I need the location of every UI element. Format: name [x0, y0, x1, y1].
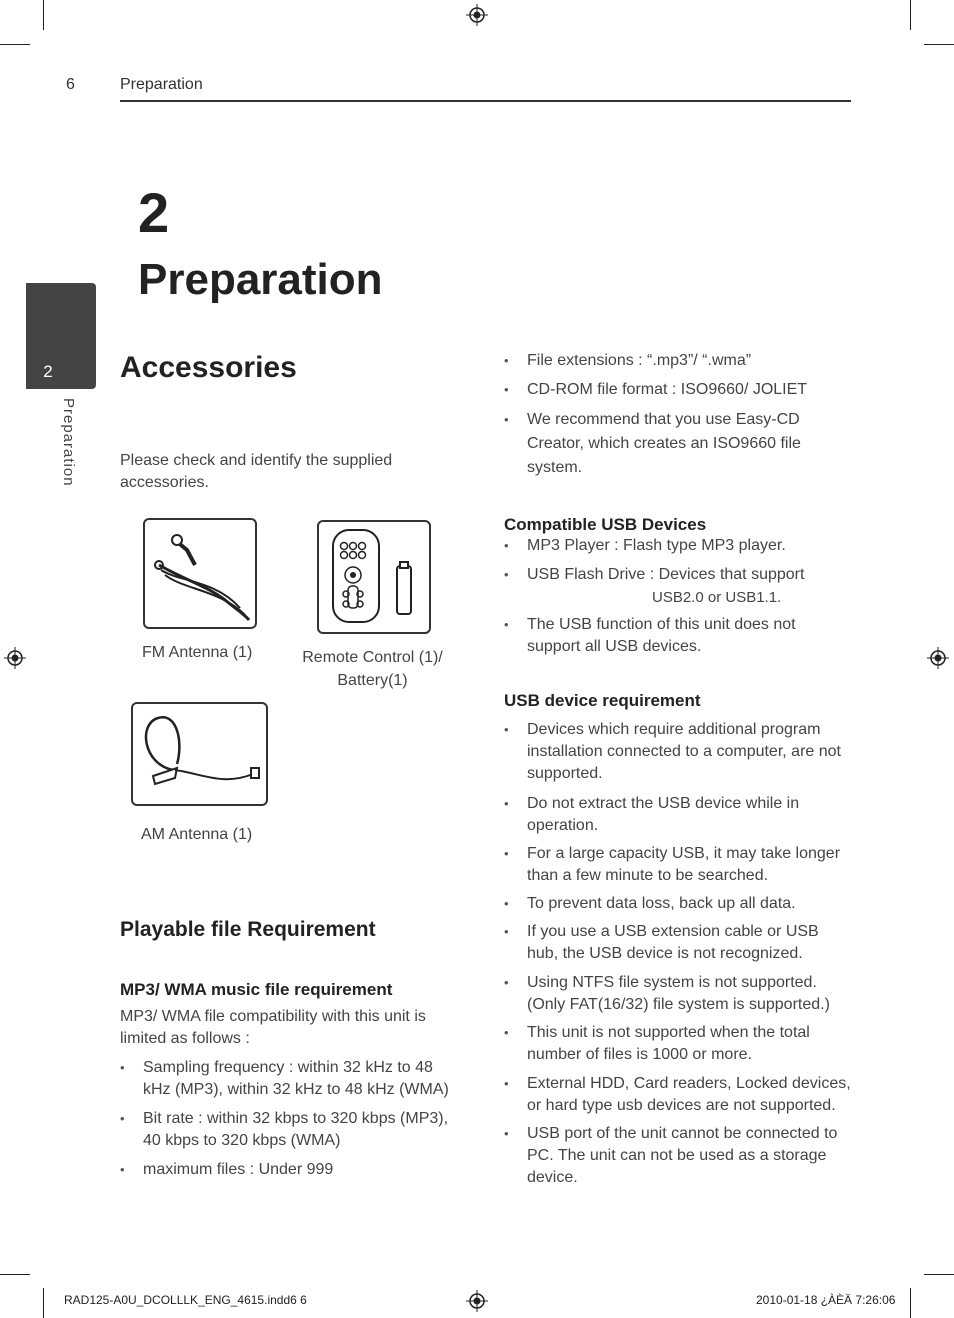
list-item: • The USB function of this unit does not support all USB devices.	[504, 614, 834, 658]
accessories-heading: Accessories	[120, 351, 297, 384]
chapter-title: Preparation	[138, 255, 383, 304]
compatible-usb-bullet-list	[504, 535, 834, 586]
am-antenna-caption: AM Antenna (1)	[141, 826, 253, 843]
am-antenna-image	[131, 702, 268, 806]
list-item: • Do not extract the USB device while in operation.	[504, 793, 854, 837]
crop-mark	[910, 1288, 911, 1318]
list-item: • Bit rate : within 32 kbps to 320 kbps (MP3), 40 kbps to 320 kbps (WMA)	[120, 1108, 460, 1152]
remote-control-icon	[319, 522, 429, 632]
mp3-wma-subheading: MP3/ WMA music file requirement	[120, 980, 393, 999]
fm-antenna-icon	[145, 520, 255, 627]
registration-mark-icon	[927, 647, 949, 669]
list-item: • USB port of the unit cannot be connected to PC. The unit can not be used as a storage device.	[504, 1123, 854, 1189]
list-item: • USB Flash Drive : Devices that support	[504, 564, 834, 586]
mp3-wma-bullet-list	[120, 1057, 460, 1181]
crop-mark	[910, 0, 911, 30]
side-tab-number: 2	[43, 362, 53, 381]
registration-mark-icon	[466, 4, 488, 26]
list-item: • If you use a USB extension cable or USB hub, the USB device is not recognized.	[504, 921, 854, 965]
list-item: • CD-ROM file format : ISO9660/ JOLIET	[504, 379, 834, 401]
list-item: • Sampling frequency : within 32 kHz to 48 kHz (MP3), within 32 kHz to 48 kHz (WMA)	[120, 1057, 460, 1101]
page-number: 6	[66, 76, 75, 93]
list-item: • To prevent data loss, back up all data.	[504, 893, 854, 915]
crop-mark	[0, 1274, 30, 1275]
footer-file-name: RAD125-A0U_DCOLLLK_ENG_4615.indd6 6	[64, 1293, 307, 1307]
chapter-number: 2	[138, 181, 170, 244]
list-item: • Using NTFS file system is not supported. (Only FAT(16/32) file system is supported.)	[504, 972, 854, 1016]
fm-antenna-image	[143, 518, 257, 629]
playable-file-heading: Playable file Requirement	[120, 918, 376, 941]
usb-version-text: USB2.0 or USB1.1.	[652, 589, 782, 606]
compatible-usb-heading: Compatible USB Devices	[504, 515, 707, 534]
registration-mark-icon	[466, 1290, 488, 1312]
crop-mark	[924, 1274, 954, 1275]
list-item: • MP3 Player : Flash type MP3 player.	[504, 535, 834, 557]
header-divider	[120, 100, 851, 102]
fm-antenna-caption: FM Antenna (1)	[142, 644, 253, 661]
footer-timestamp: 2010-01-18 ¿ÀÈÄ 7:26:06	[756, 1293, 896, 1307]
list-item: • External HDD, Card readers, Locked devices, or hard type usb devices are not supported.	[504, 1073, 854, 1117]
file-format-bullet-list	[504, 350, 834, 480]
remote-control-image	[317, 520, 431, 634]
accessories-intro: Please check and identify the supplied accessories.	[120, 452, 393, 491]
list-item: • Devices which require additional program installation connected to a computer, are not supported.	[504, 719, 854, 785]
usb-requirement-bullet-list	[504, 719, 854, 1189]
running-header-title: Preparation	[120, 76, 203, 93]
crop-mark	[43, 1288, 44, 1318]
registration-mark-icon	[4, 647, 26, 669]
crop-mark	[43, 0, 44, 30]
remote-control-caption: Remote Control (1)/ Battery(1)	[302, 649, 443, 689]
crop-mark	[924, 44, 954, 45]
list-item: • For a large capacity USB, it may take longer than a few minute to be searched.	[504, 843, 854, 887]
side-tab-label: Preparation	[60, 398, 77, 487]
am-antenna-icon	[133, 704, 266, 804]
crop-mark	[0, 44, 30, 45]
list-item: • We recommend that you use Easy-CD Creator, which creates an ISO9660 file system.	[504, 408, 834, 480]
mp3-wma-intro: MP3/ WMA file compatibility with this unit is limited as follows :	[120, 1008, 426, 1047]
list-item: • File extensions : “.mp3”/ “.wma”	[504, 350, 834, 372]
usb-requirement-heading: USB device requirement	[504, 691, 701, 710]
compatible-usb-note-list	[504, 614, 834, 658]
list-item: • This unit is not supported when the total number of files is 1000 or more.	[504, 1022, 854, 1066]
list-item: • maximum files : Under 999	[120, 1159, 460, 1181]
